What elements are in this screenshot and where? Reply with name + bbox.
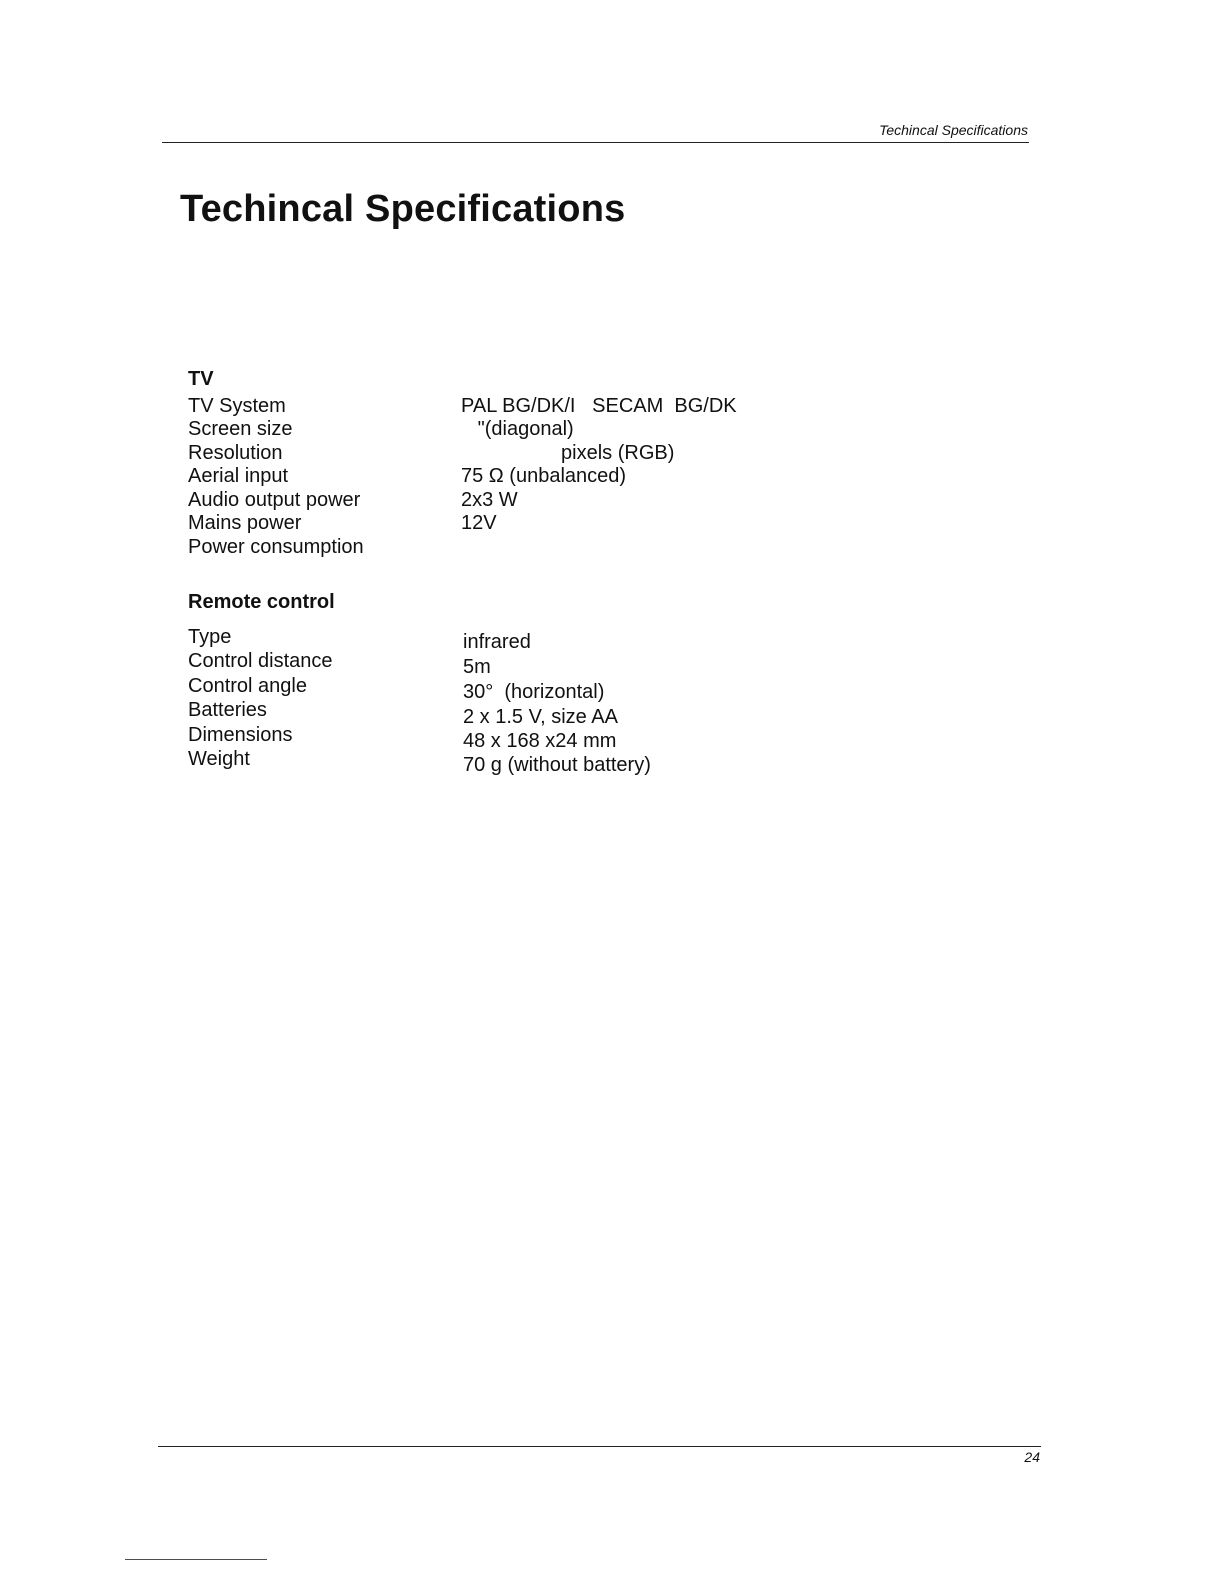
header-divider (162, 142, 1029, 143)
spec-label: Batteries (188, 699, 267, 721)
spec-value: PAL BG/DK/I SECAM BG/DK (461, 395, 737, 417)
spec-value: 75 Ω (unbalanced) (461, 465, 627, 487)
footer-divider (158, 1446, 1041, 1447)
spec-row-aerial-input (188, 464, 828, 488)
spec-row-type (188, 625, 828, 653)
spec-label: Mains power (188, 512, 302, 534)
spec-label: Audio output power (188, 489, 361, 511)
section-heading-tv: TV (188, 368, 214, 390)
spec-value: 48 x 168 x24 mm (463, 730, 617, 752)
spec-row-dimensions (188, 723, 828, 752)
spec-label: Resolution (188, 442, 283, 464)
section-heading-remote-control: Remote control (188, 591, 335, 613)
spec-value: 2x3 W (461, 489, 518, 511)
spec-label: Control distance (188, 650, 333, 672)
spec-row-batteries (188, 698, 828, 728)
page-number: 24 (1024, 1449, 1040, 1465)
spec-label: Weight (188, 748, 250, 770)
spec-label: Control angle (188, 675, 307, 697)
spec-value: 70 g (without battery) (463, 754, 651, 776)
spec-value: pixels (RGB) (461, 442, 675, 464)
running-header-title: Techincal Specifications (879, 122, 1028, 138)
spec-label: Aerial input (188, 465, 289, 487)
spec-label: TV System (188, 395, 286, 417)
spec-row-resolution (188, 441, 828, 465)
spec-label: Power consumption (188, 536, 364, 558)
page-title: Techincal Specifications (180, 188, 626, 230)
spec-row-control-angle (188, 674, 828, 703)
spec-row-tv-system (188, 394, 828, 418)
spec-row-screen-size (188, 417, 828, 441)
spec-label: Screen size (188, 418, 293, 440)
spec-value: 12V (461, 512, 497, 534)
spec-value: 2 x 1.5 V, size AA (463, 706, 618, 728)
spec-row-power-consumption (188, 535, 828, 559)
spec-label: Dimensions (188, 724, 293, 746)
footer-link-underline (125, 1559, 267, 1560)
spec-value: 5m (463, 656, 491, 678)
spec-value: "(diagonal) (461, 418, 574, 440)
spec-value: 30° (horizontal) (463, 681, 605, 703)
spec-value: infrared (463, 631, 531, 653)
spec-row-mains-power (188, 511, 828, 535)
spec-row-audio-output-power (188, 488, 828, 512)
spec-row-weight (188, 747, 828, 776)
spec-row-control-distance (188, 649, 828, 678)
spec-label: Type (188, 626, 232, 648)
